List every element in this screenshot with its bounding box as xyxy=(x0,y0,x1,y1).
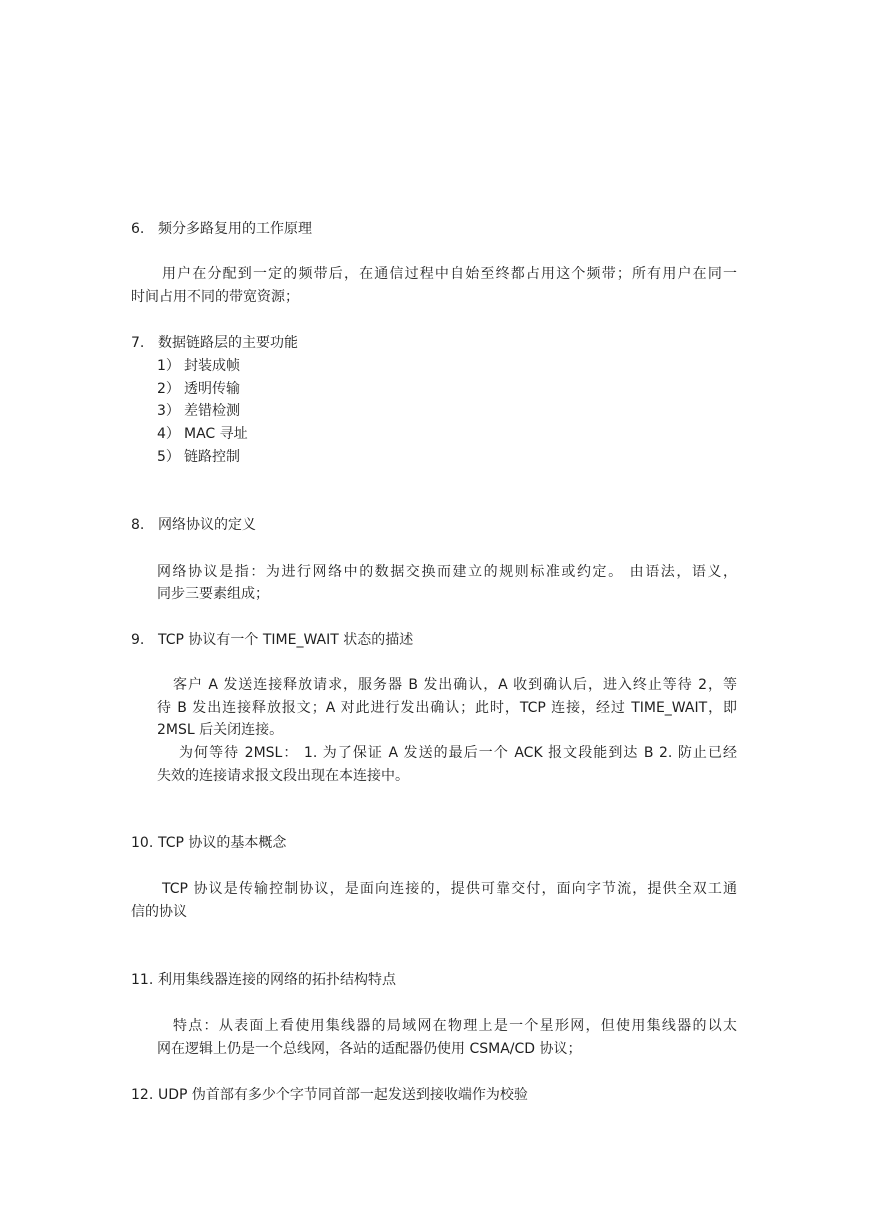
list-marker: 2） xyxy=(157,381,180,397)
section-8-body-line1: 网络协议是指：为进行网络中的数据交换而建立的规则标准或约定。 由语法，语义， xyxy=(157,564,737,580)
section-11-body-line1: 特点：从表面上看使用集线器的局域网在物理上是一个星形网，但使用集线器的以太 xyxy=(173,1018,737,1034)
section-6-body-line1: 用户在分配到一定的频带后，在通信过程中自始至终都占用这个频带；所有用户在同一 xyxy=(162,266,737,282)
list-item xyxy=(157,424,248,444)
section-title: 网络协议的定义 xyxy=(158,517,256,533)
list-text: 透明传输 xyxy=(184,381,240,397)
list-marker: 5） xyxy=(157,449,180,465)
list-marker: 4） xyxy=(157,426,180,442)
section-10-heading xyxy=(131,833,286,853)
list-marker: 3） xyxy=(157,403,180,419)
section-number: 12. xyxy=(131,1087,154,1103)
list-marker: 1） xyxy=(157,358,180,374)
section-9-body-line4: 为何等待 2MSL： 1. 为了保证 A 发送的最后一个 ACK 报文段能到达 B 2. 防止已经 xyxy=(179,745,737,761)
section-number: 9. xyxy=(131,632,145,648)
section-6-heading xyxy=(131,219,312,239)
list-item xyxy=(157,356,240,376)
section-10-body-line1: TCP 协议是传输控制协议，是面向连接的，提供可靠交付，面向字节流，提供全双工通 xyxy=(162,881,737,897)
section-9-body-line1: 客户 A 发送连接释放请求，服务器 B 发出确认，A 收到确认后，进入终止等待 2，等 xyxy=(173,677,737,693)
section-number: 11. xyxy=(131,972,154,988)
section-10-body-line2: 信的协议 xyxy=(131,904,187,920)
list-item xyxy=(157,379,240,399)
section-9-body-line3: 2MSL 后关闭连接。 xyxy=(157,722,284,738)
section-number: 6. xyxy=(131,221,145,237)
section-9-body-line5: 失效的连接请求报文段出现在本连接中。 xyxy=(157,768,409,784)
section-7-heading xyxy=(131,333,298,353)
section-title: UDP 伪首部有多少个字节同首部一起发送到接收端作为校验 xyxy=(158,1087,528,1103)
section-12-heading xyxy=(131,1085,528,1105)
list-text: MAC 寻址 xyxy=(184,426,248,442)
list-item xyxy=(157,401,240,421)
section-8-heading xyxy=(131,515,256,535)
section-number: 10. xyxy=(131,835,154,851)
section-9-heading xyxy=(131,630,413,650)
section-title: 数据链路层的主要功能 xyxy=(158,335,298,351)
section-11-heading xyxy=(131,970,396,990)
section-title: TCP 协议有一个 TIME_WAIT 状态的描述 xyxy=(158,632,414,648)
list-text: 差错检测 xyxy=(184,403,240,419)
section-title: 频分多路复用的工作原理 xyxy=(158,221,312,237)
list-text: 封装成帧 xyxy=(184,358,240,374)
section-9-body-line2: 待 B 发出连接释放报文；A 对此进行发出确认；此时，TCP 连接，经过 TIME_WAIT，即 xyxy=(157,700,737,716)
section-title: TCP 协议的基本概念 xyxy=(158,835,287,851)
section-8-body-line2: 同步三要素组成； xyxy=(157,586,269,602)
list-text: 链路控制 xyxy=(184,449,240,465)
list-item xyxy=(157,447,240,467)
section-number: 8. xyxy=(131,517,145,533)
section-6-body-line2: 时间占用不同的带宽资源； xyxy=(131,289,299,305)
section-number: 7. xyxy=(131,335,145,351)
section-title: 利用集线器连接的网络的拓扑结构特点 xyxy=(158,972,396,988)
section-11-body-line2: 网在逻辑上仍是一个总线网，各站的适配器仍使用 CSMA/CD 协议； xyxy=(157,1041,582,1057)
